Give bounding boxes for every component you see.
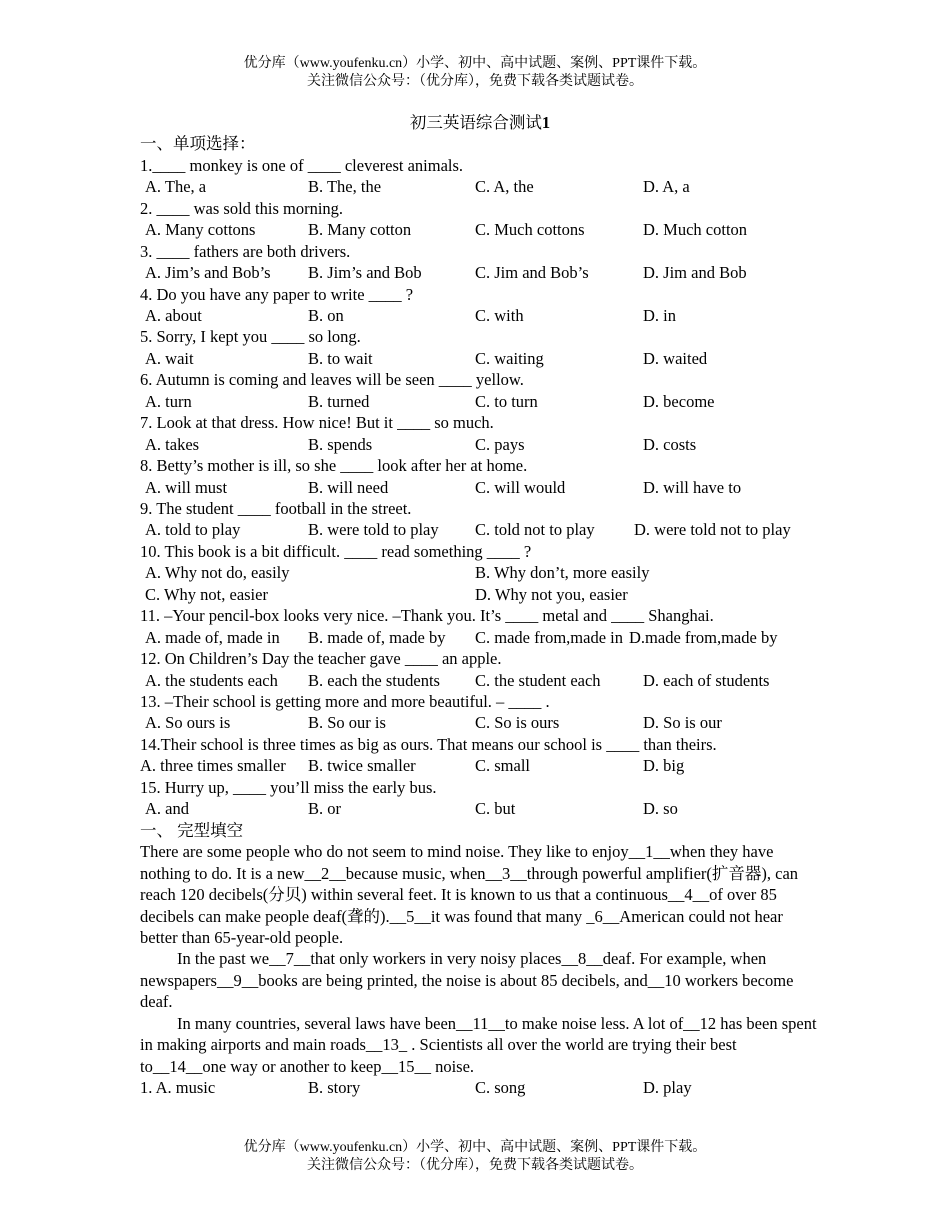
option-c: C. with — [475, 306, 524, 326]
option-d: D. So is our — [643, 713, 722, 733]
footer-line-1: 优分库（www.youfenku.cn）小学、初中、高中试题、案例、PPT课件下载。 — [243, 1140, 707, 1155]
option-d: D. costs — [643, 434, 697, 454]
option-d: D. A, a — [643, 177, 690, 197]
options-row — [140, 176, 820, 197]
options-row — [140, 562, 820, 583]
options-row — [140, 391, 820, 412]
option-b: B. twice smaller — [308, 756, 416, 776]
option-c: C. Jim and Bob’s — [475, 263, 589, 283]
question-9: 9. The student ____ football in the street. — [140, 499, 412, 519]
question-5: 5. Sorry, I kept you ____ so long. — [140, 327, 361, 347]
option-b: B. on — [308, 306, 344, 326]
option-b: B. were told to play — [308, 520, 439, 540]
option-b: B. or — [308, 799, 341, 819]
option-b: B. Many cotton — [308, 220, 412, 240]
question-10: 10. This book is a bit difficult. ____ read something ____ ? — [140, 541, 532, 561]
question-3: 3. ____ fathers are both drivers. — [140, 241, 351, 261]
question-7: 7. Look at that dress. How nice! But it ____ so much. — [140, 413, 494, 433]
question-8: 8. Betty’s mother is ill, so she ____ look after her at home. — [140, 456, 528, 476]
option-a: A. three times smaller — [140, 756, 286, 776]
option-a: A. takes — [145, 434, 200, 454]
option-a: A. So ours is — [145, 713, 231, 733]
options-row — [140, 348, 820, 369]
option-a: A. wait — [145, 348, 194, 368]
question-14: 14.Their school is three times as big as ours. That means our school is ____ than theirs. — [140, 734, 717, 754]
option-c: C. to turn — [475, 391, 538, 411]
option-c: C. but — [475, 799, 516, 819]
options-row — [140, 712, 820, 733]
options-row — [140, 627, 820, 648]
option-d: D. Why not you, easier — [475, 584, 628, 604]
option-c: C. will would — [475, 477, 566, 497]
page-footer — [0, 1139, 950, 1175]
cloze-paragraph-2: In the past we__7__that only workers in very noisy places__8__deaf. For example, when newspapers__9__books are being printed, the noise is about 85 decibels, and__10 workers become deaf. — [140, 949, 794, 1012]
option-d: D. waited — [643, 348, 708, 368]
header-line-1: 优分库（www.youfenku.cn）小学、初中、高中试题、案例、PPT课件下载。 — [243, 56, 707, 71]
option-c: C. A, the — [475, 177, 534, 197]
option-a: 1. A. music — [140, 1078, 216, 1098]
option-a: A. and — [145, 799, 189, 819]
option-b: B. spends — [308, 434, 373, 454]
question-2: 2. ____ was sold this morning. — [140, 198, 344, 218]
option-a: A. Many cottons — [145, 220, 256, 240]
question-12: 12. On Children’s Day the teacher gave ____ an apple. — [140, 649, 502, 669]
option-a: A. told to play — [145, 520, 241, 540]
option-c: C. Much cottons — [475, 220, 585, 240]
option-b: B. So our is — [308, 713, 386, 733]
question-13: 13. –Their school is getting more and more beautiful. – ____ . — [140, 692, 550, 712]
option-d: D. each of students — [643, 670, 770, 690]
option-d: D.made from,made by — [629, 627, 778, 647]
option-d: D. so — [643, 799, 678, 819]
cloze-options-1 — [140, 1077, 820, 1098]
option-d: D. big — [643, 756, 685, 776]
option-a: A. turn — [145, 391, 192, 411]
option-a: A. The, a — [145, 177, 207, 197]
option-b: B. Jim’s and Bob — [308, 263, 422, 283]
option-b: B. will need — [308, 477, 389, 497]
question-15: 15. Hurry up, ____ you’ll miss the early bus. — [140, 777, 437, 797]
option-c: C. the student each — [475, 670, 601, 690]
option-a: A. about — [145, 306, 202, 326]
option-a: A. made of, made in — [145, 627, 280, 647]
header-line-2: 关注微信公众号：（优分库），免费下载各类试题试卷。 — [307, 74, 643, 89]
option-b: B. made of, made by — [308, 627, 446, 647]
option-b: B. The, the — [308, 177, 382, 197]
option-b: B. each the students — [308, 670, 440, 690]
option-a: A. Why not do, easily — [145, 563, 290, 583]
options-row — [140, 477, 820, 498]
page-title: 初三英语综合测试1 — [409, 113, 551, 132]
cloze-paragraph-1: There are some people who do not seem to mind noise. They like to enjoy__1__when they have nothing to do. It is a new__2__because music, when__3__through powerful amplifier(扩音器), can reach 120 decibels(分贝) within several feet. It is known to us that a continuous__4__of over 85 decibels can make people deaf(聋的).__5__it was found that many _6__American could not hear better than 65-year-old people. — [140, 842, 799, 947]
option-c: C. small — [475, 756, 531, 776]
question-1: 1.____ monkey is one of ____ cleverest animals. — [140, 155, 464, 175]
option-a: A. the students each — [145, 670, 278, 690]
option-c: C. So is ours — [475, 713, 560, 733]
options-row — [140, 584, 820, 605]
question-list — [140, 155, 820, 820]
option-d: D. in — [643, 306, 676, 326]
options-row — [140, 798, 820, 819]
options-row — [140, 519, 820, 540]
option-a: A. will must — [145, 477, 228, 497]
option-b: B. turned — [308, 391, 370, 411]
option-d: D. Jim and Bob — [643, 263, 747, 283]
section-heading-cloze: 一、 完型填空 — [140, 820, 244, 840]
option-d: D. Much cotton — [643, 220, 748, 240]
options-row — [140, 305, 820, 326]
page-header — [0, 55, 950, 91]
option-d: D. will have to — [643, 477, 742, 497]
options-row — [140, 219, 820, 240]
footer-line-2: 关注微信公众号：（优分库），免费下载各类试题试卷。 — [307, 1158, 643, 1173]
cloze-paragraph-3: In many countries, several laws have been__11__to make noise less. A lot of__12 has been spent in making airports and main roads__13_ . Scientists all over the world are trying their best to__14__one way or another to keep__15__ noise. — [140, 1013, 817, 1076]
option-c: C. told not to play — [475, 520, 595, 540]
question-11: 11. –Your pencil-box looks very nice. –Thank you. It’s ____ metal and ____ Shanghai. — [140, 606, 714, 626]
option-b: B. Why don’t, more easily — [475, 563, 650, 583]
option-d: D. play — [643, 1078, 692, 1098]
options-row — [140, 670, 820, 691]
options-row — [140, 755, 820, 776]
option-c: C. Why not, easier — [145, 584, 268, 604]
option-d: D. become — [643, 391, 715, 411]
question-6: 6. Autumn is coming and leaves will be seen ____ yellow. — [140, 370, 524, 390]
option-a: A. Jim’s and Bob’s — [145, 263, 271, 283]
options-row — [140, 262, 820, 283]
section-heading-choice: 一、单项选择： — [140, 134, 256, 154]
question-4: 4. Do you have any paper to write ____ ? — [140, 284, 414, 304]
options-row — [140, 434, 820, 455]
option-d: D. were told not to play — [634, 520, 791, 540]
option-c: C. pays — [475, 434, 525, 454]
option-b: B. to wait — [308, 348, 373, 368]
option-c: C. song — [475, 1078, 526, 1098]
option-b: B. story — [308, 1078, 361, 1098]
option-c: C. made from,made in — [475, 627, 624, 647]
option-c: C. waiting — [475, 348, 544, 368]
exam-content — [140, 112, 820, 1099]
